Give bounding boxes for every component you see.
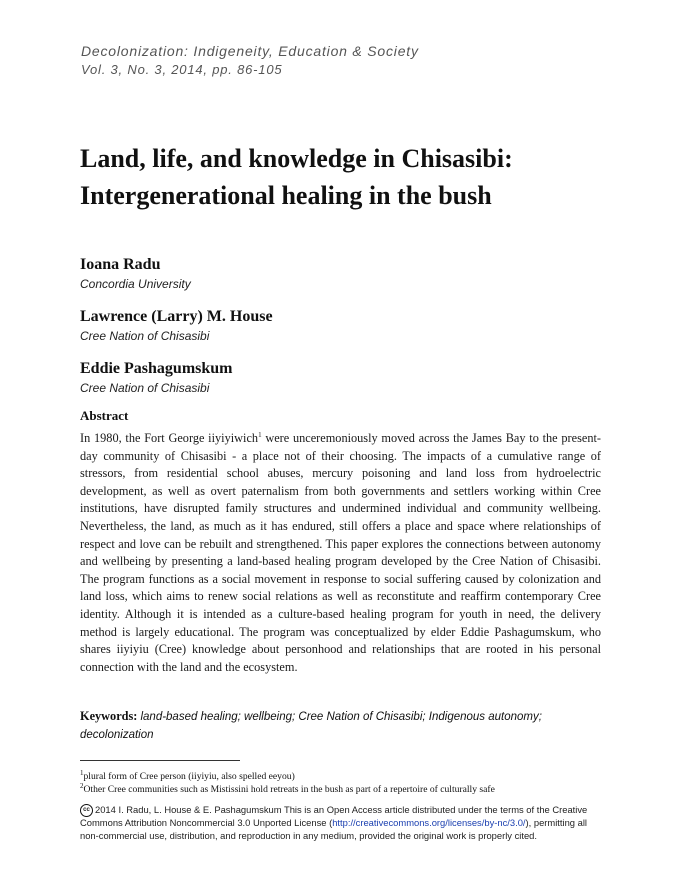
footnote-mark: 1 — [80, 769, 84, 777]
footnote-mark: 2 — [80, 782, 84, 790]
author-name: Ioana Radu — [80, 256, 161, 273]
footnote-text: plural form of Cree person (iiyiyiu, also spelled eeyou) — [83, 771, 295, 783]
abstract-text-part-1: In 1980, the Fort George iiyiyiwich — [80, 431, 259, 446]
footnote-ref[interactable]: 1 — [258, 431, 262, 439]
article-title — [80, 140, 620, 214]
article-title-line-1: Land, life, and knowledge in Chisasibi: — [80, 144, 513, 173]
author-block — [80, 360, 233, 395]
license-text-part-2: ), permitting all non-commercial use, distribution, and reproduction in any medium, provided the original work is properly cited. — [80, 817, 588, 841]
abstract-text — [80, 427, 601, 676]
author-affiliation: Concordia University — [80, 277, 191, 291]
journal-volume: Vol. 3, No. 3, 2014, pp. 86-105 — [81, 62, 283, 77]
license-notice — [80, 804, 601, 842]
footnote-divider — [80, 760, 240, 761]
abstract-text-part-2: were unceremoniously moved across the James Bay to the present-day community of Chisasibi - a place not of their choosing. The impacts of a cumulative range of stressors, from residential school abuses, mercury poisoning and land loss from hydroelectric development, as well as overt paternalism from both governments and settlers working within Cree institutions, have disrupted family structures and undermined individual and community wellbeing. Nevertheless, the land, as much as it has endured, still offers a place and space where relationships of respect and love can be rebuilt and strengthened. This paper explores the connections between autonomy and wellbeing by presenting a land-based healing program developed by the Cree Nation of Chisasibi. The program functions as a social movement in response to social suffering caused by colonization and land loss, which aims to renew social relations as well as reconstitute and reaffirm contemporary Cree identity. Although it is intended as a culture-based healing program for youth in need, the delivery method is largely educational. The program was conceptualized by elder Eddie Pashagumskum, who shares iiyiyiu (Cree) knowledge about personhood and relationships that are rooted in his personal connection with the land and the ecosystem. — [80, 431, 601, 674]
copyright-icon: cc — [80, 804, 93, 817]
journal-title: Decolonization: Indigeneity, Education & Society — [81, 43, 419, 59]
author-affiliation: Cree Nation of Chisasibi — [80, 381, 210, 395]
author-name: Lawrence (Larry) M. House — [80, 308, 273, 325]
author-affiliation: Cree Nation of Chisasibi — [80, 329, 210, 343]
abstract-heading: Abstract — [80, 408, 129, 423]
keywords-label: Keywords: — [80, 709, 138, 723]
license-text-part-1: 2014 I. Radu, L. House & E. Pashagumskum This is an Open Access article distributed under the terms of the Creative Commons Attribution Noncommercial 3.0 Unported License ( — [80, 804, 588, 829]
author-block — [80, 308, 273, 343]
journal-header — [81, 43, 419, 77]
keywords-text: land-based healing; wellbeing; Cree Nation of Chisasibi; Indigenous autonomy; decolonization — [80, 711, 542, 741]
keywords — [80, 708, 601, 744]
article-title-line-2: Intergenerational healing in the bush — [80, 181, 492, 210]
footnote-text: Other Cree communities such as Mistissini hold retreats in the bush as part of a repertoire of culturally safe — [83, 784, 495, 796]
author-block — [80, 256, 191, 291]
footnote — [80, 780, 601, 796]
license-link[interactable]: http://creativecommons.org/licenses/by-nc/3.0/ — [332, 817, 526, 829]
author-name: Eddie Pashagumskum — [80, 360, 233, 377]
